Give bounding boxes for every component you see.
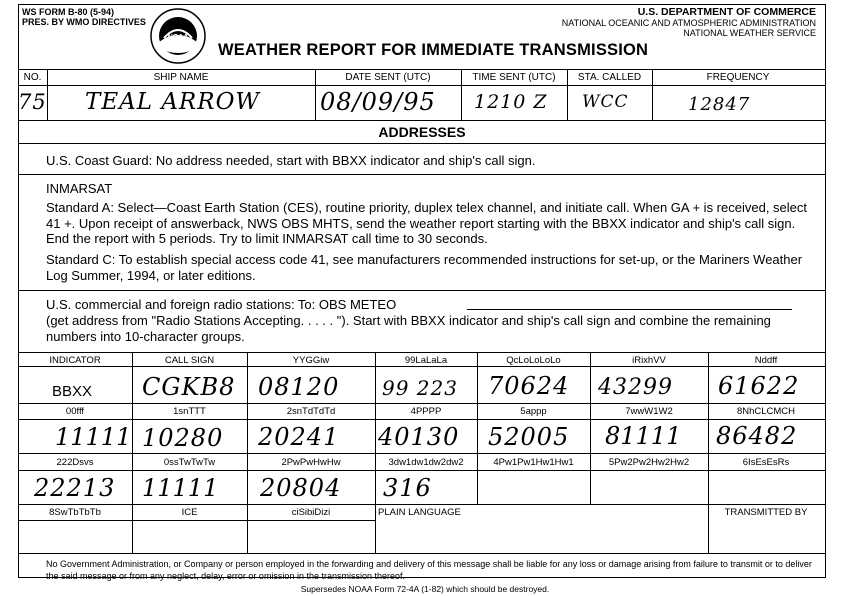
value-call-sign[interactable]: CGKB8 [142, 373, 236, 401]
label-1snttt: 1snTTT [173, 406, 206, 417]
value-yyggiw[interactable]: 08120 [258, 373, 340, 401]
value-2pwpwhwhw[interactable]: 20804 [260, 474, 342, 502]
dept-name: U.S. DEPARTMENT OF COMMERCE [637, 6, 816, 18]
pres-by: PRES. BY WMO DIRECTIVES [22, 17, 146, 27]
header-ship-name: SHIP NAME [153, 72, 209, 83]
value-sta-called[interactable]: WCC [582, 92, 629, 112]
header-frequency: FREQUENCY [706, 72, 770, 83]
label-5appp: 5appp [520, 406, 547, 417]
header-time-sent: TIME SENT (UTC) [472, 72, 556, 83]
label-cisibidizi: ciSibiDizi [291, 507, 331, 518]
obs-meteo-blank[interactable] [467, 309, 792, 310]
label-indicator: INDICATOR [49, 355, 101, 366]
value-5appp[interactable]: 52005 [488, 423, 570, 451]
service-name: NATIONAL WEATHER SERVICE [683, 28, 816, 38]
value-time-sent[interactable]: 1210 Z [474, 91, 548, 113]
value-date-sent[interactable]: 08/09/95 [320, 88, 436, 116]
logo-text: NOAA [167, 34, 189, 41]
label-8nhclcmch: 8NhCLCMCH [736, 406, 796, 417]
value-222dsvs[interactable]: 22213 [34, 474, 116, 502]
addresses-heading: ADDRESSES [378, 124, 466, 140]
inmarsat-heading: INMARSAT [46, 181, 113, 196]
standard-a-text: Standard A: Select—Coast Earth Station (CES), routine priority, duplex telex channel, and initiate call. When GA + is received, select 41 +. Upon receipt of answerback, NWS OBS MHTS, send the weather report starting with the BBXX indicator and ship's call sign. End the report with 5 periods. Try to limit INMARSAT call time to 30 seconds. [46, 200, 808, 246]
header-date-sent: DATE SENT (UTC) [345, 72, 431, 83]
liability-disclaimer: No Government Administration, or Company or person employed in the forwarding and delivery of this message shall be liable for any loss or damage arising from failure to transmit or to deliver the said message or from any neglect, delay, error or omission in the transmission thereof. [46, 559, 812, 581]
value-0sstwtwtw[interactable]: 11111 [142, 474, 219, 502]
value-99lalala[interactable]: 99 223 [382, 376, 458, 400]
value-indicator[interactable]: BBXX [52, 383, 93, 400]
value-qclololo[interactable]: 70624 [488, 372, 570, 400]
label-99lalala: 99LaLaLa [404, 355, 448, 366]
value-00fff[interactable]: 11111 [55, 423, 132, 451]
value-frequency[interactable]: 12847 [688, 94, 751, 115]
value-4pppp[interactable]: 40130 [378, 423, 460, 451]
value-no[interactable]: 75 [18, 90, 47, 114]
form-id: WS FORM B-80 (5-94) [22, 7, 115, 17]
input-transmitted-by[interactable] [708, 519, 824, 553]
label-qclololo: QcLoLoLoLo [506, 355, 561, 366]
label-0sstwtwtw: 0ssTwTwTw [163, 457, 216, 468]
label-3dw1dw2: 3dw1dw1dw2dw2 [388, 457, 464, 468]
input-cisibidizi[interactable] [247, 521, 375, 553]
label-00fff: 00fff [65, 406, 85, 417]
header-no: NO. [23, 72, 42, 83]
label-6isesesrs: 6IsEsEsRs [742, 457, 790, 468]
label-7wwww: 7wwW1W2 [625, 406, 673, 417]
label-222dsvs: 222Dsvs [56, 457, 94, 468]
label-2pwpwhwhw: 2PwPwHwHw [281, 457, 341, 468]
value-nddff[interactable]: 61622 [718, 372, 800, 400]
value-2sntdtdtd[interactable]: 20241 [258, 423, 340, 451]
label-nddff: Nddff [754, 355, 778, 366]
standard-c-text: Standard C: To establish special access code 41, see manufacturers recommended instructions for set-up, or the Mariners Weather Log Summer, 1994, or later editions. [46, 252, 803, 283]
agency-name: NATIONAL OCEANIC AND ATMOSPHERIC ADMINISTRATION [561, 18, 816, 28]
label-5pw2hw2: 5Pw2Pw2Hw2Hw2 [608, 457, 690, 468]
value-8nhclcmch[interactable]: 86482 [716, 422, 798, 450]
value-ship-name[interactable]: TEAL ARROW [85, 89, 261, 115]
label-yyggiw: YYGGiw [292, 355, 330, 366]
value-3dw1dw2[interactable]: 316 [383, 474, 432, 502]
noaa-logo [150, 8, 206, 64]
label-4pppp: 4PPPP [410, 406, 442, 417]
form-title: WEATHER REPORT FOR IMMEDIATE TRANSMISSION [218, 41, 649, 59]
value-1snttt[interactable]: 10280 [142, 424, 224, 452]
label-irixhvv: iRixhVV [632, 355, 666, 366]
coast-guard-text: U.S. Coast Guard: No address needed, start with BBXX indicator and ship's call sign. [46, 153, 536, 168]
value-7wwww[interactable]: 81111 [605, 422, 682, 450]
label-ice: ICE [181, 507, 198, 518]
radio-line-2: (get address from "Radio Stations Accepting. . . . . "). Start with BBXX indicator and ship's call sign and combine the remaining numbers into 10-character groups. [46, 313, 771, 344]
label-8swtbtbtb: 8SwTbTbTb [49, 507, 101, 518]
label-4pw1hw1: 4Pw1Pw1Hw1Hw1 [493, 457, 574, 468]
input-plain-language[interactable] [375, 519, 708, 553]
input-ice[interactable] [132, 521, 247, 553]
label-call-sign: CALL SIGN [164, 355, 215, 366]
radio-line-1: U.S. commercial and foreign radio stations: To: OBS METEO [46, 297, 397, 312]
supersedes-note: Supersedes NOAA Form 72-4A (1-82) which should be destroyed. [300, 584, 550, 594]
value-irixhvv[interactable]: 43299 [598, 375, 673, 400]
label-plain-language: PLAIN LANGUAGE [378, 507, 461, 518]
label-2sntdtdtd: 2snTdTdTd [286, 406, 336, 417]
header-sta-called: STA. CALLED [577, 72, 642, 83]
input-8swtbtbtb[interactable] [18, 521, 132, 553]
label-transmitted-by: TRANSMITTED BY [724, 507, 808, 518]
